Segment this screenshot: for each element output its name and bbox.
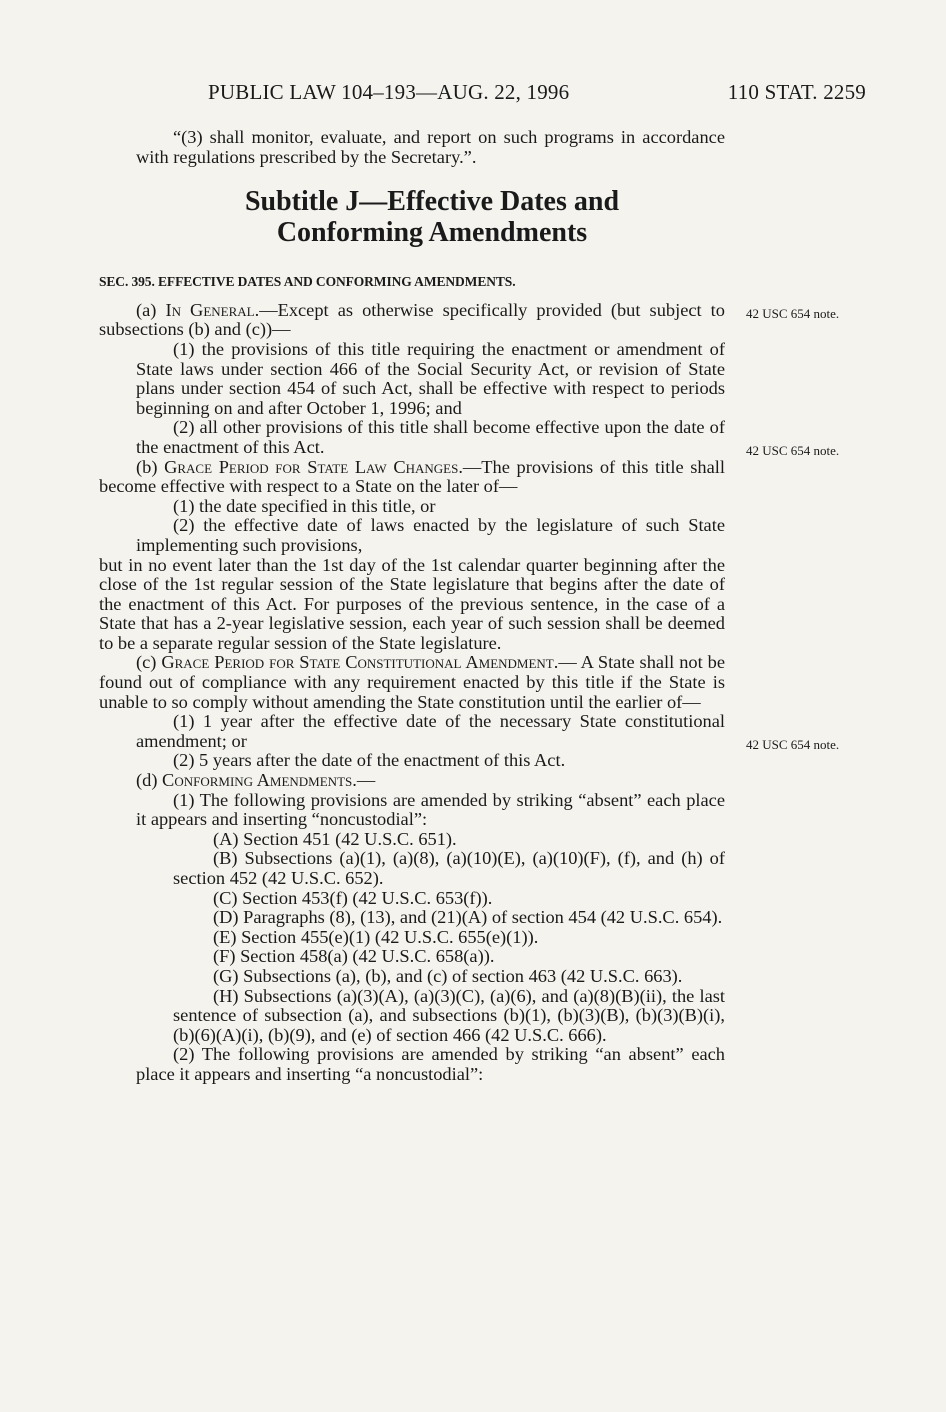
paragraph-b2: (2) the effective date of laws enacted by the legislature of such State implementing such provisions,	[136, 515, 725, 555]
paragraph-c2: (2) 5 years after the date of the enactment of this Act.	[173, 750, 566, 771]
paragraph-c-label: (c)	[136, 652, 162, 673]
paragraph-c1: (1) 1 year after the effective date of the necessary State constitutional amendment; or	[136, 711, 725, 751]
paragraph-c	[99, 653, 725, 712]
paragraph-c-title: Grace Period for State Constitutional Amendment	[161, 652, 554, 673]
subtitle-heading	[99, 186, 725, 248]
margin-note-c: 42 USC 654 note.	[746, 737, 840, 752]
paragraph-d-title: Conforming Amendments	[162, 770, 353, 791]
paragraph-a2: (2) all other provisions of this title shall become effective upon the date of the enactment of this Act.	[136, 417, 725, 457]
paragraph-a-title: In General	[165, 299, 255, 320]
margin-note-a: 42 USC 654 note.	[746, 306, 840, 321]
subtitle-line-2: Conforming Amendments	[276, 217, 588, 249]
paragraph-d1C: (C) Section 453(f) (42 U.S.C. 653(f)).	[213, 887, 493, 908]
paragraph-d	[99, 771, 725, 791]
paragraph-b-label: (b)	[136, 456, 165, 477]
paragraph-d1: (1) The following provisions are amended by striking “absent” each place it appears and inserting “noncustodial”:	[136, 789, 725, 830]
paragraph-d1A: (A) Section 451 (42 U.S.C. 651).	[213, 828, 457, 849]
paragraph-b	[99, 458, 725, 497]
paragraph-d1H: (H) Subsections (a)(3)(A), (a)(3)(C), (a)(6), and (a)(8)(B)(ii), the last sentence of subsection (a), and subsections (b)(1), (b)(3)(B), (b)(3)(B)(i), (b)(6)(A)(i), (b)(9), and (e) of section 466 (42 U.S.C. 666).	[173, 985, 725, 1045]
paragraph-d-text: .—	[352, 770, 376, 791]
section-heading: SEC. 395. EFFECTIVE DATES AND CONFORMING AMENDMENTS.	[99, 274, 516, 290]
paragraph-a-label: (a)	[136, 299, 166, 320]
continuation-paragraph: “(3) shall monitor, evaluate, and report on such programs in accordance with regulations prescribed by the Secretary.”.	[136, 127, 725, 167]
paragraph-b-text: .—The provisions of this title shall become effective with respect to a State on the later of—	[99, 456, 725, 497]
header-stat-page: 110 STAT. 2259	[727, 80, 866, 104]
paragraph-b-title: Grace Period for State Law Changes	[164, 456, 459, 477]
paragraph-d2: (2) The following provisions are amended by striking “an absent” each place it appears and inserting “a noncustodial”:	[136, 1044, 725, 1084]
paragraph-d-label: (d)	[136, 770, 163, 791]
paragraph-d1D: (D) Paragraphs (8), (13), and (21)(A) of section 454 (42 U.S.C. 654).	[213, 907, 723, 928]
paragraph-d1F: (F) Section 458(a) (42 U.S.C. 658(a)).	[213, 946, 495, 967]
header-public-law: PUBLIC LAW 104–193—AUG. 22, 1996	[208, 80, 570, 104]
paragraph-a	[99, 301, 725, 340]
margin-note-a2: 42 USC 654 note.	[746, 443, 840, 458]
paragraph-d1E: (E) Section 455(e)(1) (42 U.S.C. 655(e)(1)).	[213, 926, 539, 947]
paragraph-d1B: (B) Subsections (a)(1), (a)(8), (a)(10)(E), (a)(10)(F), (f), and (h) of section 452 (42 U.S.C. 652).	[173, 848, 725, 888]
paragraph-b-tail: but in no event later than the 1st day of the 1st calendar quarter beginning after the close of the 1st regular session of the State legislature that begins after the date of the enactment of this Act. For purposes of the previous sentence, in the case of a State that has a 2-year legislative session, each year of such session shall be deemed to be a separate regular session of the State legislature.	[99, 554, 725, 653]
paragraph-a1: (1) the provisions of this title requiring the enactment or amendment of State laws under section 466 of the Social Security Act, or revision of State plans under section 454 of such Act, shall be effective with respect to periods beginning on and after October 1, 1996; and	[136, 338, 725, 418]
paragraph-b1: (1) the date specified in this title, or	[173, 495, 436, 516]
paragraph-d1G: (G) Subsections (a), (b), and (c) of section 463 (42 U.S.C. 663).	[213, 965, 683, 986]
paragraph-a-text: .—Except as otherwise specifically provided (but subject to subsections (b) and (c))—	[99, 299, 725, 340]
paragraph-c-text: .— A State shall not be found out of compliance with any requirement enacted by this title if the State is unable to so comply without amending the State constitution until the earlier of—	[99, 652, 725, 712]
body-text	[99, 128, 725, 1085]
subtitle-line-1: Subtitle J—Effective Dates and	[244, 186, 620, 218]
